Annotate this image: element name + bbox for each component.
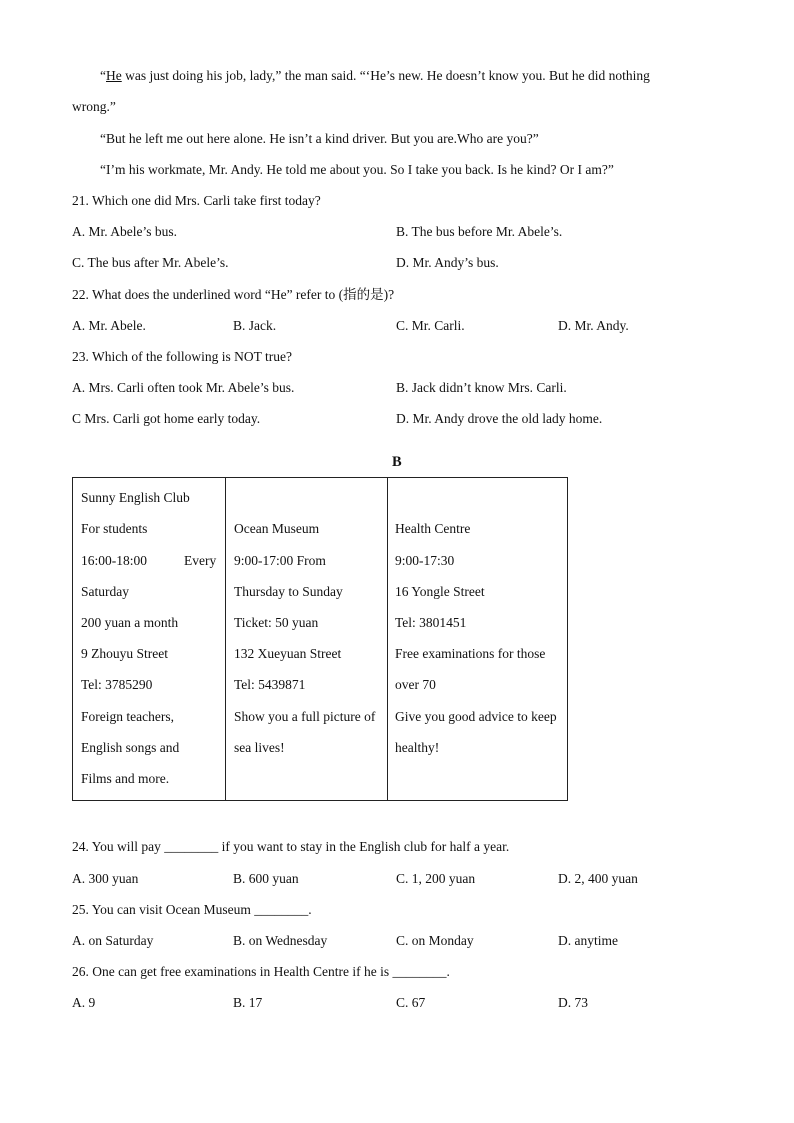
q26-option-d: D. 73 bbox=[558, 995, 588, 1010]
question-24: 24. You will pay ________ if you want to stay in the English club for half a year. bbox=[72, 839, 510, 854]
q22-option-b: B. Jack. bbox=[233, 318, 277, 333]
q21-option-a: A. Mr. Abele’s bus. bbox=[72, 224, 178, 239]
q25-option-c: C. on Monday bbox=[396, 933, 474, 948]
museum-line: Ocean Museum bbox=[234, 521, 320, 536]
section-b-title: B bbox=[392, 454, 402, 470]
health-line: 9:00-17:30 bbox=[395, 553, 455, 568]
question-21: 21. Which one did Mrs. Carli take first today? bbox=[72, 193, 321, 208]
health-line: over 70 bbox=[395, 677, 436, 692]
museum-line: Tel: 5439871 bbox=[234, 677, 306, 692]
paragraph-1-text: was just doing his job, lady,” the man said. “‘He’s new. He doesn’t know you. But he did nothing bbox=[121, 68, 650, 83]
museum-line: 9:00-17:00 From bbox=[234, 553, 326, 568]
quote-open: “ bbox=[100, 68, 106, 83]
q26-option-b: B. 17 bbox=[233, 995, 263, 1010]
club-cell bbox=[73, 478, 226, 801]
health-cell bbox=[388, 478, 568, 801]
q22-option-d: D. Mr. Andy. bbox=[558, 318, 629, 333]
passage-paragraph-1 bbox=[100, 67, 650, 85]
q25-option-a: A. on Saturday bbox=[72, 933, 154, 948]
health-line: Health Centre bbox=[395, 521, 471, 536]
museum-line: sea lives! bbox=[234, 740, 285, 755]
museum-line: Ticket: 50 yuan bbox=[234, 615, 319, 630]
underlined-he: He bbox=[106, 68, 122, 83]
q24-option-b: B. 600 yuan bbox=[233, 871, 299, 886]
q25-option-d: D. anytime bbox=[558, 933, 618, 948]
q23-option-d: D. Mr. Andy drove the old lady home. bbox=[396, 411, 603, 426]
q26-option-a: A. 9 bbox=[72, 995, 96, 1010]
health-line: healthy! bbox=[395, 740, 440, 755]
question-23: 23. Which of the following is NOT true? bbox=[72, 349, 292, 364]
question-26: 26. One can get free examinations in Health Centre if he is ________. bbox=[72, 964, 450, 979]
club-line: Foreign teachers, bbox=[81, 709, 174, 724]
passage-paragraph-3: “I’m his workmate, Mr. Andy. He told me about you. So I take you back. Is he kind? Or I am?” bbox=[100, 162, 614, 177]
q21-option-d: D. Mr. Andy’s bus. bbox=[396, 255, 499, 270]
q24-option-c: C. 1, 200 yuan bbox=[396, 871, 476, 886]
passage-paragraph-2: “But he left me out here alone. He isn’t a kind driver. But you are.Who are you?” bbox=[100, 131, 539, 146]
question-25: 25. You can visit Ocean Museum ________. bbox=[72, 902, 312, 917]
q25-option-b: B. on Wednesday bbox=[233, 933, 328, 948]
club-line: For students bbox=[81, 521, 148, 536]
club-line: 200 yuan a month bbox=[81, 615, 179, 630]
info-table bbox=[72, 477, 568, 801]
q21-option-b: B. The bus before Mr. Abele’s. bbox=[396, 224, 563, 239]
museum-cell bbox=[226, 478, 388, 801]
museum-line: Thursday to Sunday bbox=[234, 584, 343, 599]
health-line: Tel: 3801451 bbox=[395, 615, 467, 630]
passage-paragraph-1-cont: wrong.” bbox=[72, 99, 116, 114]
health-line: Free examinations for those bbox=[395, 646, 546, 661]
club-line: English songs and bbox=[81, 740, 180, 755]
q23-option-a: A. Mrs. Carli often took Mr. Abele’s bus. bbox=[72, 380, 295, 395]
q22-option-a: A. Mr. Abele. bbox=[72, 318, 146, 333]
club-line: Every bbox=[184, 553, 217, 568]
q24-option-a: A. 300 yuan bbox=[72, 871, 139, 886]
club-line: 9 Zhouyu Street bbox=[81, 646, 168, 661]
health-line: 16 Yongle Street bbox=[395, 584, 485, 599]
health-line: Give you good advice to keep bbox=[395, 709, 557, 724]
club-line: Sunny English Club bbox=[81, 490, 190, 505]
club-line: Tel: 3785290 bbox=[81, 677, 153, 692]
q23-option-c: C Mrs. Carli got home early today. bbox=[72, 411, 261, 426]
q24-option-d: D. 2, 400 yuan bbox=[558, 871, 638, 886]
club-line: 16:00-18:00 bbox=[81, 553, 147, 568]
museum-line: 132 Xueyuan Street bbox=[234, 646, 342, 661]
q21-option-c: C. The bus after Mr. Abele’s. bbox=[72, 255, 229, 270]
club-line: Films and more. bbox=[81, 771, 170, 786]
question-22: 22. What does the underlined word “He” refer to (指的是)? bbox=[72, 287, 395, 302]
museum-line: Show you a full picture of bbox=[234, 709, 376, 724]
q23-option-b: B. Jack didn’t know Mrs. Carli. bbox=[396, 380, 567, 395]
q26-option-c: C. 67 bbox=[396, 995, 426, 1010]
q22-option-c: C. Mr. Carli. bbox=[396, 318, 465, 333]
club-line: Saturday bbox=[81, 584, 129, 599]
